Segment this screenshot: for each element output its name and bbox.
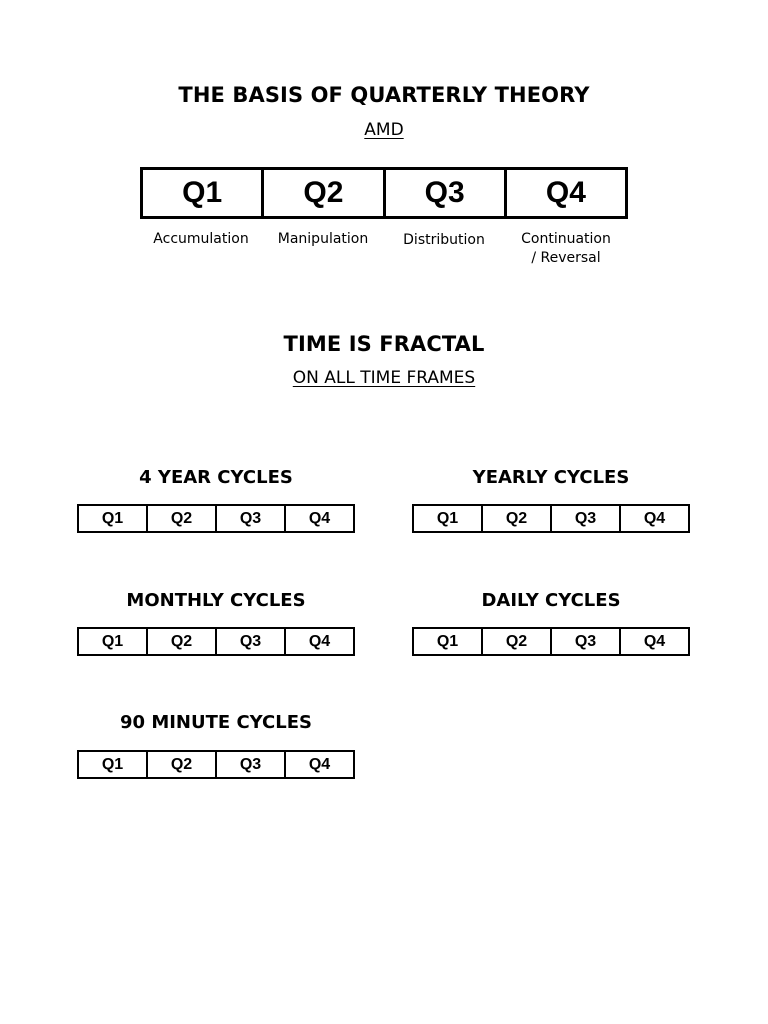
cycle-quarter: Q3 <box>552 506 621 531</box>
cycle-quarter: Q4 <box>308 632 331 650</box>
cycle-bar-yearly <box>412 504 690 533</box>
cycle-quarter: Q3 <box>217 506 286 531</box>
cycle-title-monthly: MONTHLY CYCLES <box>126 590 306 611</box>
cycle-quarter: Q1 <box>79 752 148 777</box>
main-quarter-q2: Q2 <box>264 170 385 216</box>
cycle-quarter: Q2 <box>148 506 217 531</box>
cycle-quarter: Q1 <box>414 506 483 531</box>
cycle-quarter: Q4 <box>643 632 666 650</box>
cycle-bar-90-minute <box>77 750 355 779</box>
cycle-quarter: Q2 <box>483 506 552 531</box>
cycle-quarter: Q1 <box>79 629 148 654</box>
cycle-quarter: Q3 <box>552 629 621 654</box>
cycle-bar-4-year <box>77 504 355 533</box>
cycle-quarter: Q3 <box>217 629 286 654</box>
cycle-bar-monthly <box>77 627 355 656</box>
main-quarter-q3: Q3 <box>386 170 507 216</box>
cycle-quarter: Q2 <box>148 752 217 777</box>
cycle-title-90-minute: 90 MINUTE CYCLES <box>120 712 312 733</box>
phase-label-manipulation: Manipulation <box>277 231 369 247</box>
main-quarter-bar <box>140 167 628 219</box>
cycle-quarter: Q1 <box>79 506 148 531</box>
phase-label-distribution: Distribution <box>403 232 485 248</box>
cycle-quarter: Q4 <box>308 509 331 527</box>
cycle-quarter: Q4 <box>308 755 331 773</box>
cycle-quarter: Q4 <box>643 509 666 527</box>
cycle-title-yearly: YEARLY CYCLES <box>472 467 630 488</box>
fractal-subtitle: ON ALL TIME FRAMES <box>292 368 476 388</box>
cycle-bar-daily <box>412 627 690 656</box>
phase-label-continuation-reversal: Continuation / Reversal <box>521 231 611 266</box>
main-quarter-q1: Q1 <box>143 170 264 216</box>
page-title: THE BASIS OF QUARTERLY THEORY <box>178 83 590 107</box>
cycle-quarter: Q2 <box>148 629 217 654</box>
cycle-quarter: Q3 <box>217 752 286 777</box>
cycle-title-daily: DAILY CYCLES <box>481 590 621 611</box>
fractal-title: TIME IS FRACTAL <box>283 332 485 356</box>
main-quarter-q4: Q4 <box>545 176 586 209</box>
cycle-title-4-year: 4 YEAR CYCLES <box>139 467 293 488</box>
page-subtitle: AMD <box>364 120 404 140</box>
phase-label-accumulation: Accumulation <box>153 231 249 247</box>
cycle-quarter: Q1 <box>414 629 483 654</box>
cycle-quarter: Q2 <box>483 629 552 654</box>
